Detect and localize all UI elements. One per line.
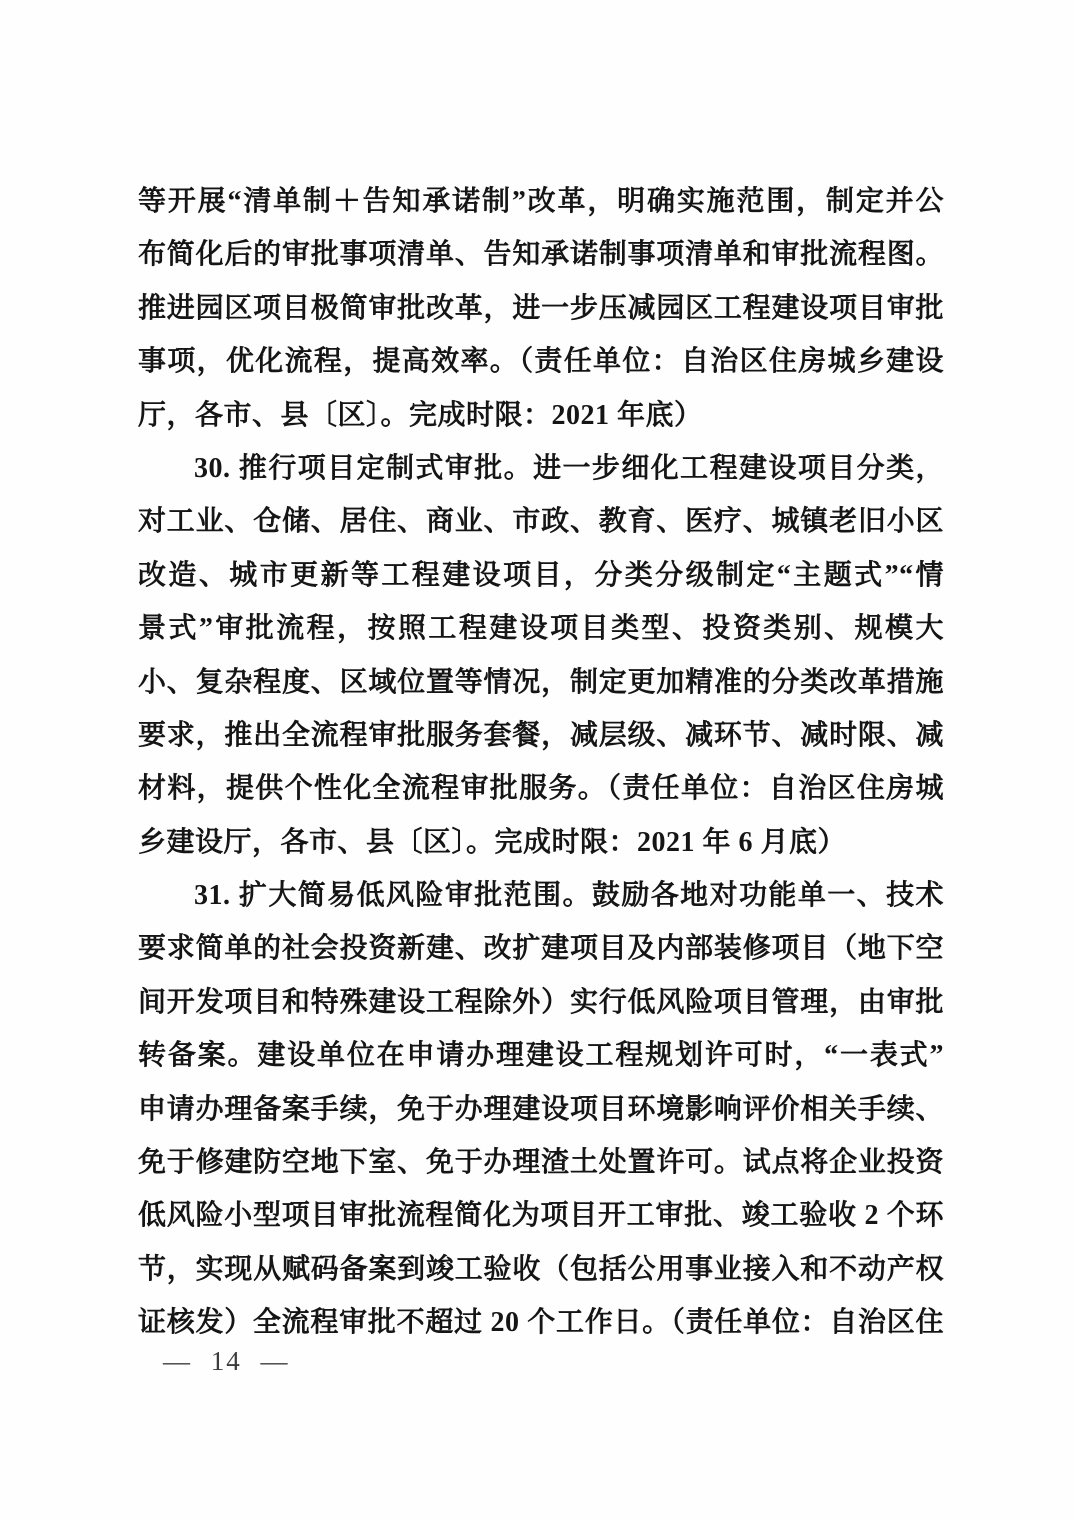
body-text [138,175,944,1350]
text-line: 31. 扩大简易低风险审批范围。鼓励各地对功能单一、技术 [194,880,944,912]
text-line: 布简化后的审批事项清单、告知承诺制事项清单和审批流程图。 [138,239,944,271]
text-line: 材料，提供个性化全流程审批服务。（责任单位：自治区住房城 [138,773,944,805]
text-line: 事项，优化流程，提高效率。（责任单位：自治区住房城乡建设 [138,346,944,378]
text-line: 对工业、仓储、居住、商业、市政、教育、医疗、城镇老旧小区 [138,506,944,538]
text-line: 等开展“清单制＋告知承诺制”改革，明确实施范围，制定并公 [138,186,944,217]
text-line: 申请办理备案手续，免于办理建设项目环境影响评价相关手续、 [138,1093,944,1125]
text-line: 景式”审批流程，按照工程建设项目类型、投资类别、规模大 [138,613,944,645]
paragraph-item-31 [138,869,944,1350]
text-line: 要求简单的社会投资新建、改扩建项目及内部装修项目（地下空 [138,933,944,965]
paragraph-continuation [138,175,944,442]
text-line: 乡建设厅，各市、县〔区〕。完成时限：2021 年 6 月底） [138,826,847,858]
text-line: 节，实现从赋码备案到竣工验收（包括公用事业接入和不动产权 [138,1253,944,1285]
text-line: 小、复杂程度、区域位置等情况，制定更加精准的分类改革措施 [138,666,944,698]
text-line: 厅，各市、县〔区〕。完成时限：2021 年底） [138,399,703,431]
page-number: — 14 — [163,1346,290,1376]
text-line: 30. 推行项目定制式审批。进一步细化工程建设项目分类， [194,452,944,484]
text-line: 要求，推出全流程审批服务套餐，减层级、减环节、减时限、减 [138,719,944,751]
paragraph-item-30 [138,442,944,869]
text-line: 改造、城市更新等工程建设项目，分类分级制定“主题式”“情 [138,559,944,591]
text-line: 低风险小型项目审批流程简化为项目开工审批、竣工验收 2 个环 [138,1200,944,1232]
text-line: 间开发项目和特殊建设工程除外）实行低风险项目管理，由审批 [138,986,944,1018]
text-line: 证核发）全流程审批不超过 20 个工作日。（责任单位：自治区住 [138,1307,944,1339]
text-line: 转备案。建设单位在申请办理建设工程规划许可时，“一表式” [138,1040,944,1072]
text-line: 免于修建防空地下室、免于办理渣土处置许可。试点将企业投资 [138,1147,944,1179]
text-line: 推进园区项目极简审批改革，进一步压减园区工程建设项目审批 [138,292,944,324]
